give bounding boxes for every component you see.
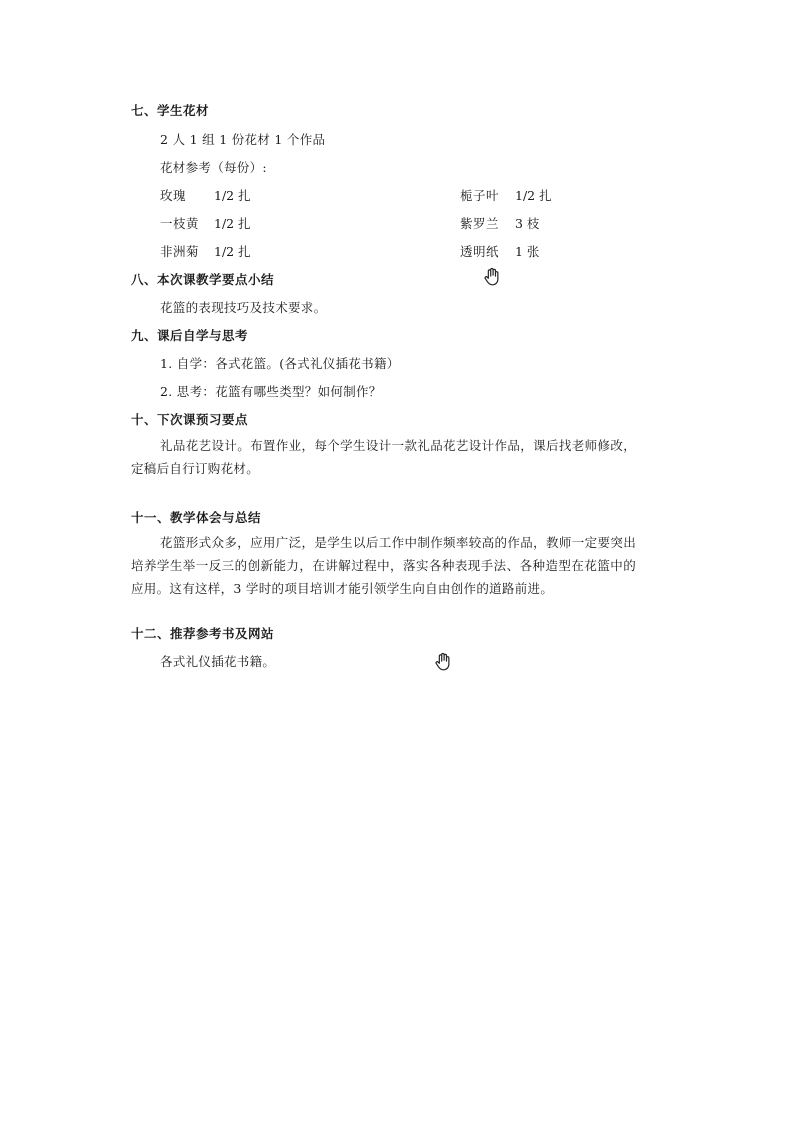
- section-10-heading: 十、下次课预习要点: [131, 412, 249, 427]
- section-7-line-1: 2 人 1 组 1 份花材 1 个作品: [160, 132, 326, 147]
- section-12-heading: 十二、推荐参考书及网站: [131, 626, 275, 641]
- section-9-heading: 九、课后自学与思考: [131, 328, 249, 343]
- material-qty: 1/2 扎: [214, 188, 251, 203]
- material-name: 紫罗兰: [460, 216, 500, 231]
- section-7-line-2: 花材参考（每份）:: [160, 160, 267, 175]
- material-qty: 1/2 扎: [214, 216, 251, 231]
- section-9-item-2: 2. 思考：花篮有哪些类型？如何制作？: [160, 384, 382, 399]
- section-7-heading: 七、学生花材: [131, 103, 210, 118]
- material-name: 非洲菊: [160, 244, 200, 259]
- material-name: 玫瑰: [160, 188, 187, 203]
- material-name: 一枝黄: [160, 216, 200, 231]
- section-11-text: 花篮形式众多，应用广泛，是学生以后工作中制作频率较高的作品，教师一定要突出培养学生举一反三的创新能力，在讲解过程中，落实各种表现手法、各种造型在花篮中的应用。这有这样，3 学时的项目培训才能引领学生向自由创作的道路前进。: [131, 535, 636, 596]
- section-11-heading: 十一、教学体会与总结: [131, 510, 262, 525]
- material-name: 透明纸: [460, 244, 500, 259]
- hand-cursor-icon: [432, 651, 454, 673]
- section-9-item-1: 1. 自学：各式花篮。(各式礼仪插花书籍）: [160, 356, 400, 371]
- section-8-text: 花篮的表现技巧及技术要求。: [160, 300, 327, 315]
- hand-cursor-icon: [481, 266, 503, 288]
- material-qty: 1/2 扎: [214, 244, 251, 259]
- section-12-text: 各式礼仪插花书籍。: [160, 654, 276, 669]
- section-10-text: 礼品花艺设计。布置作业，每个学生设计一款礼品花艺设计作品，课后找老师修改，定稿后自行订购花材。: [131, 438, 636, 476]
- material-qty: 1 张: [515, 244, 540, 259]
- material-name: 栀子叶: [460, 188, 500, 203]
- material-qty: 1/2 扎: [515, 188, 552, 203]
- section-8-heading: 八、本次课教学要点小结: [131, 272, 275, 287]
- material-qty: 3 枝: [515, 216, 540, 231]
